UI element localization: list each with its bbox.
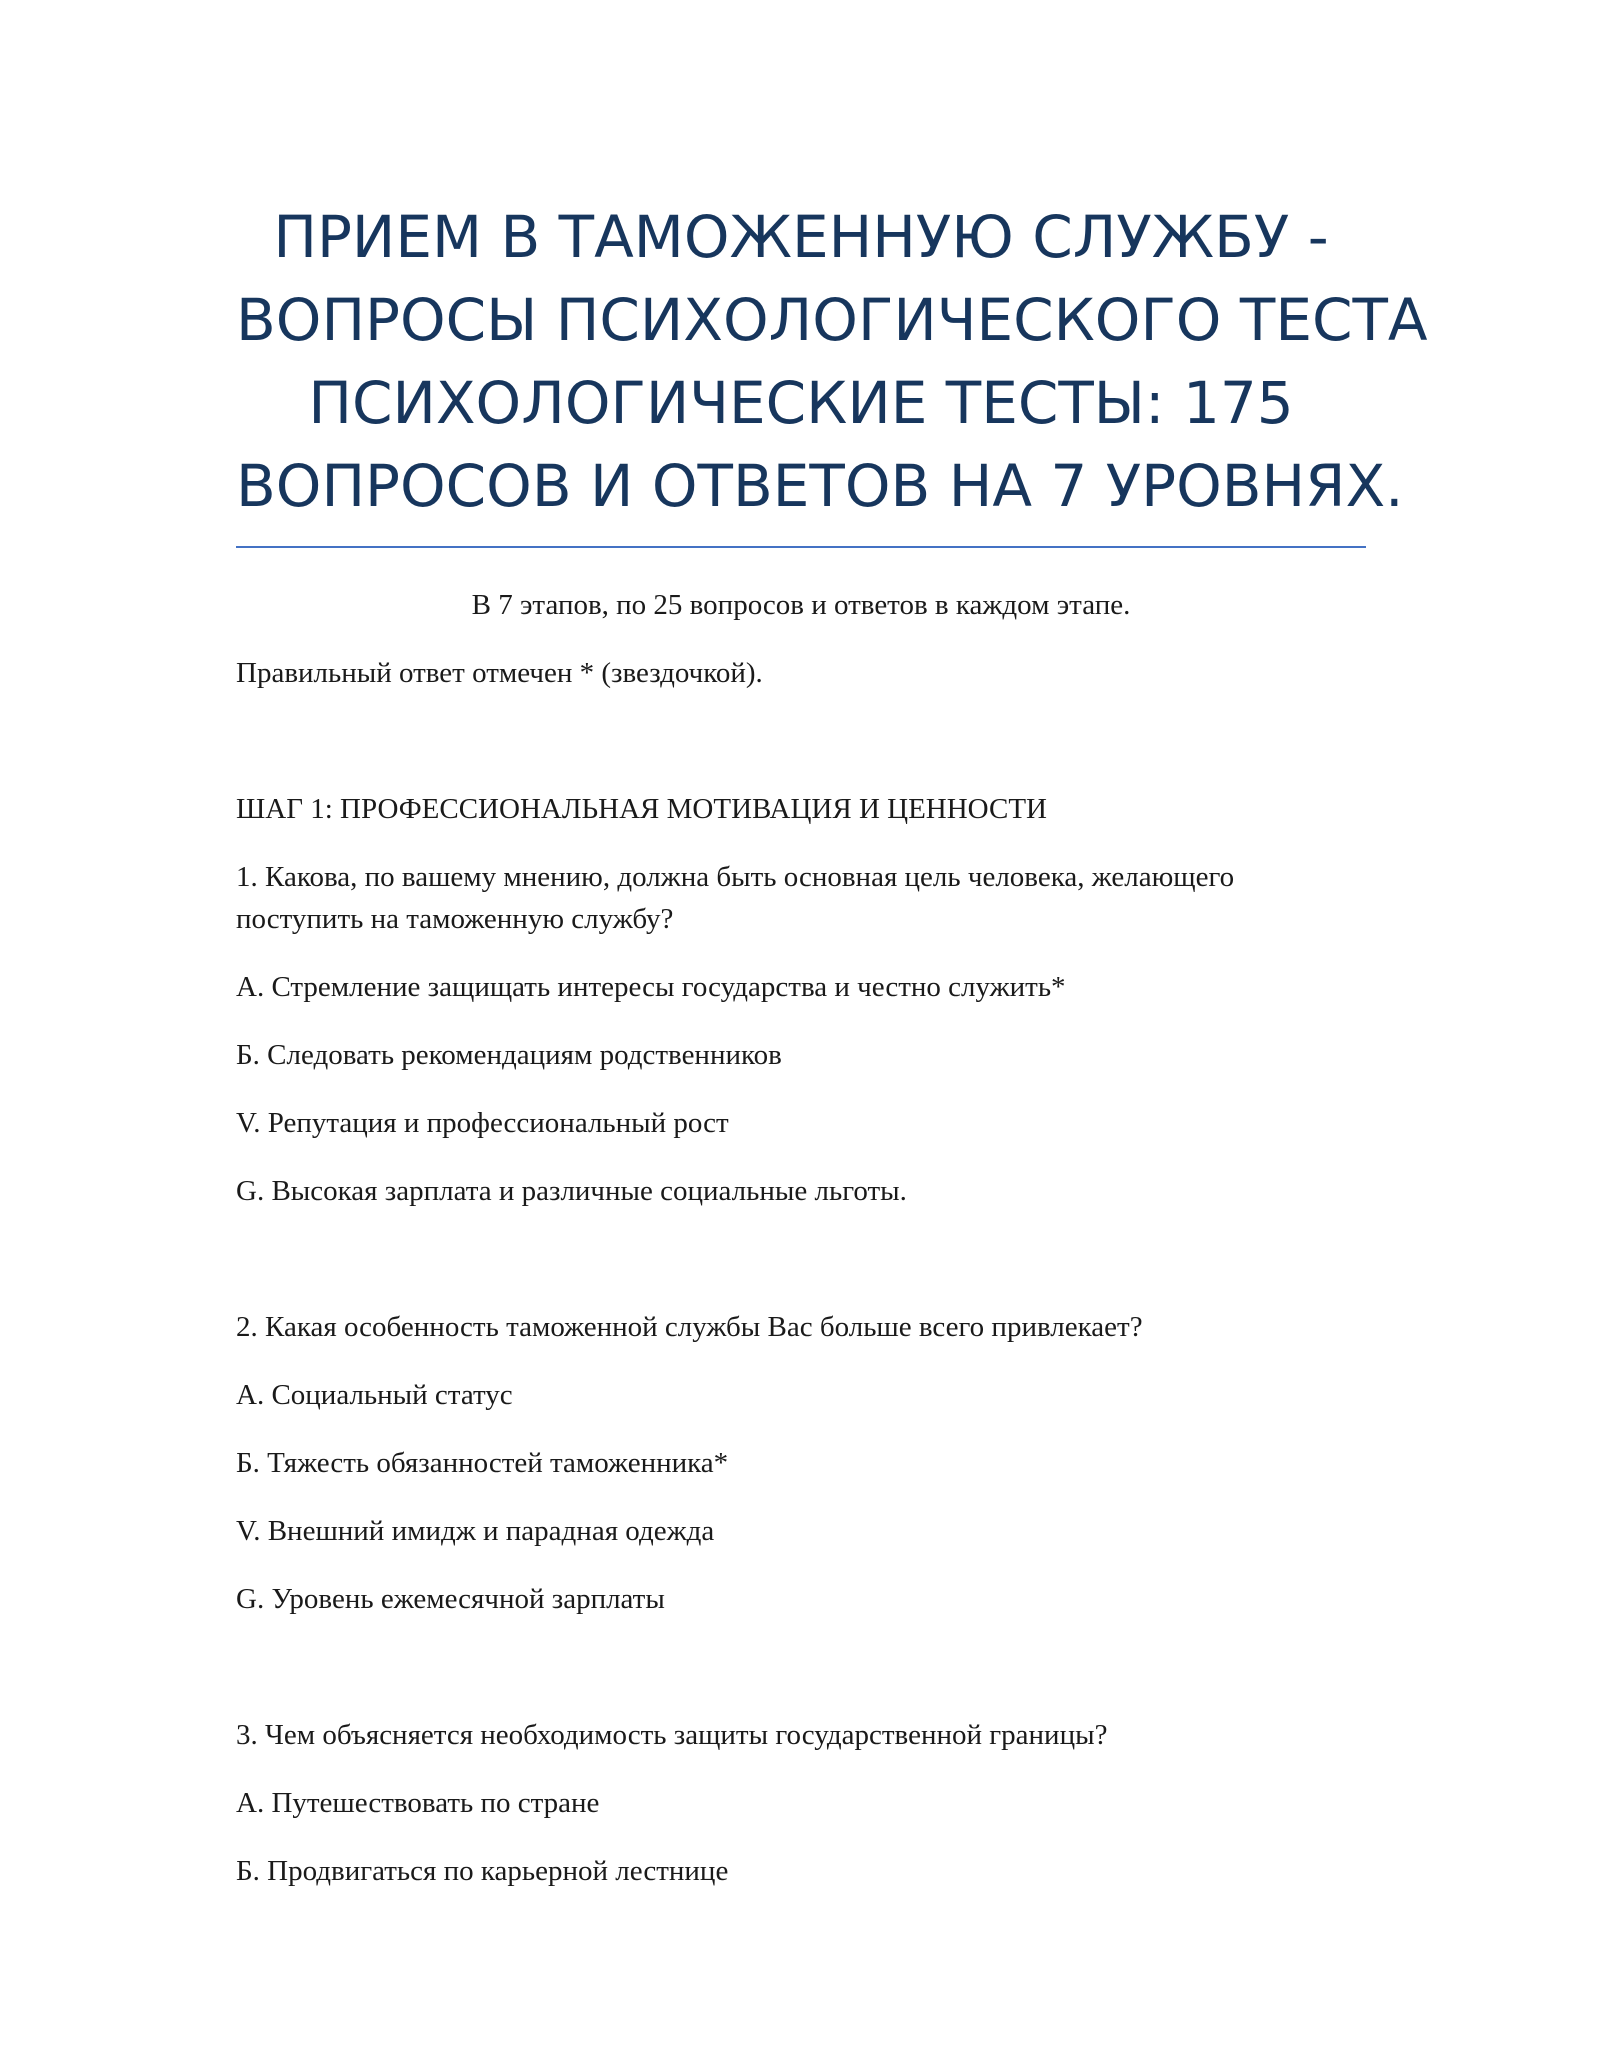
answer-option: G. Уровень ежемесячной зарплаты	[236, 1583, 665, 1615]
answer-option: G. Высокая зарплата и различные социальные льготы.	[236, 1175, 907, 1207]
question-line: 1. Какова, по вашему мнению, должна быть основная цель человека, желающего	[236, 861, 1235, 893]
title-line: ПСИХОЛОГИЧЕСКИЕ ТЕСТЫ: 175	[308, 369, 1294, 437]
question-text: 3. Чем объясняется необходимость защиты государственной границы?	[236, 1719, 1108, 1751]
document-body	[236, 584, 1366, 1892]
answer-option: А. Путешествовать по стране	[236, 1787, 600, 1819]
question-block-3	[236, 1714, 1366, 1892]
title-line: ВОПРОСОВ И ОТВЕТОВ НА 7 УРОВНЯХ.	[236, 452, 1404, 520]
question-block-2	[236, 1306, 1366, 1620]
answer-option: А. Стремление защищать интересы государства и честно служить*	[236, 971, 1066, 1003]
answer-option: V. Репутация и профессиональный рост	[236, 1107, 729, 1139]
question-line: поступить на таможенную службу?	[236, 903, 674, 935]
title-line: ВОПРОСЫ ПСИХОЛОГИЧЕСКОГО ТЕСТА	[236, 286, 1428, 354]
question-text: 2. Какая особенность таможенной службы Вас больше всего привлекает?	[236, 1311, 1143, 1343]
section-heading: ШАГ 1: ПРОФЕССИОНАЛЬНАЯ МОТИВАЦИЯ И ЦЕННОСТИ	[236, 793, 1047, 825]
answer-key-note: Правильный ответ отмечен * (звездочкой).	[236, 657, 763, 689]
answer-option: Б. Следовать рекомендациям родственников	[236, 1039, 782, 1071]
answer-option: А. Социальный статус	[236, 1379, 513, 1411]
answer-option: V. Внешний имидж и парадная одежда	[236, 1515, 715, 1547]
document-content	[236, 196, 1428, 1892]
answer-option: Б. Продвигаться по карьерной лестнице	[236, 1855, 729, 1887]
answer-option: Б. Тяжесть обязанностей таможенника*	[236, 1447, 729, 1479]
intro-paragraph: В 7 этапов, по 25 вопросов и ответов в каждом этапе.	[471, 589, 1131, 621]
question-text	[236, 856, 1366, 940]
title-line: ПРИЕМ В ТАМОЖЕННУЮ СЛУЖБУ -	[273, 203, 1329, 271]
question-block-1	[236, 856, 1366, 1212]
document-title	[236, 196, 1428, 548]
